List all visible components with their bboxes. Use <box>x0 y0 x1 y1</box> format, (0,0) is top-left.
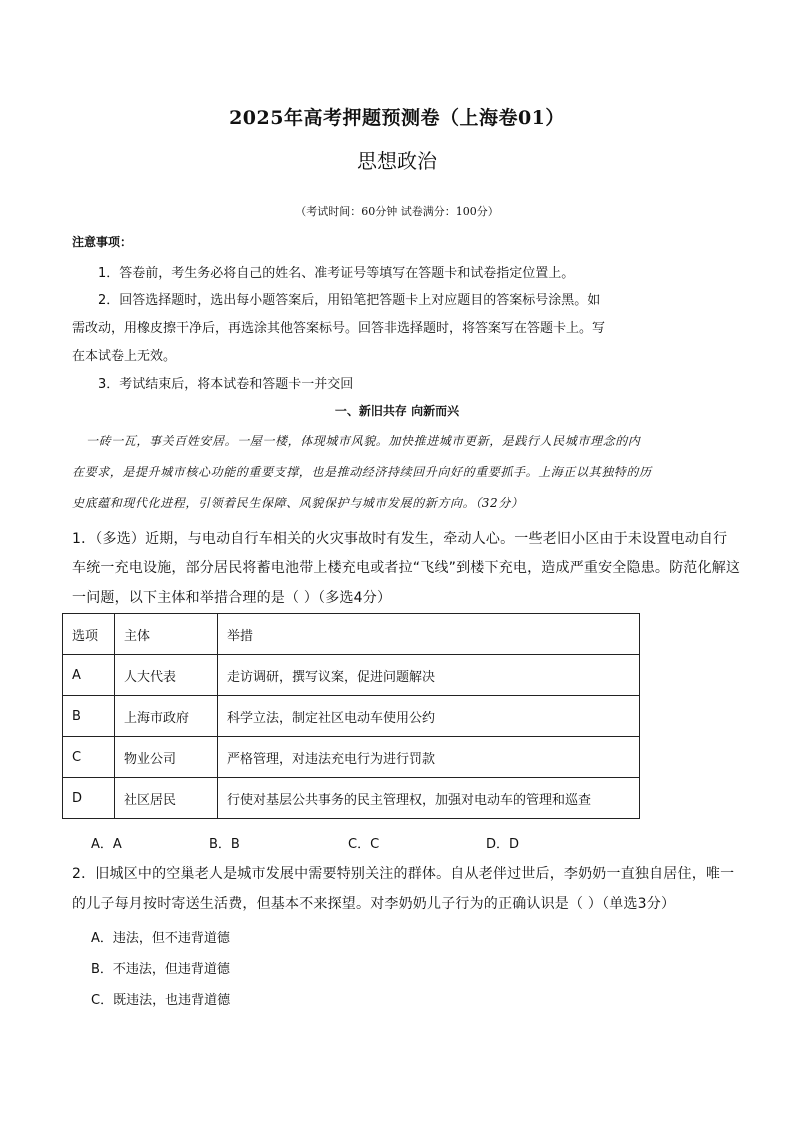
q1-choice-d[interactable]: D．D <box>486 837 520 852</box>
question-1-line-3: 一问题，以下主体和举措合理的是（ ）（多选4分） <box>72 590 392 606</box>
table-cell: 人大代表 <box>115 655 218 696</box>
notice-line-5: 3．考试结束后，将本试卷和答题卡一并交回 <box>98 377 354 392</box>
q2-choice-a[interactable]: A．违法，但不违背道德 <box>91 931 230 946</box>
table-header-cell: 举措 <box>218 614 640 655</box>
question-1-line-2: 车统一充电设施，部分居民将蓄电池带上楼充电或者拉“飞线”到楼下充电，造成严重安全隐患。防范化解这 <box>72 560 741 576</box>
exam-title: 2025年高考押题预测卷（上海卷01） <box>229 107 565 129</box>
table-header-cell: 主体 <box>115 614 218 655</box>
question-1-line-1: 1．（多选）近期，与电动自行车相关的火灾事故时有发生，牵动人心。一些老旧小区由于未设置电动自行 <box>72 531 728 547</box>
q1-choice-c[interactable]: C．C <box>348 837 380 852</box>
section-intro-line-3: 史底蕴和现代化进程，引领着民生保障、风貌保护与城市发展的新方向。（32分） <box>72 496 524 510</box>
table-cell: 走访调研，撰写议案，促进问题解决 <box>218 655 640 696</box>
section-heading: 一、新旧共存 向新而兴 <box>334 404 460 418</box>
section-intro-line-1: 一砖一瓦，事关百姓安居。一屋一楼，体现城市风貌。加快推进城市更新，是践行人民城市理念的内 <box>86 434 641 448</box>
table-row <box>63 696 640 737</box>
table-row <box>63 778 640 819</box>
q1-choice-a[interactable]: A．A <box>91 837 122 852</box>
q2-choice-b[interactable]: B．不违法，但违背道德 <box>91 962 230 977</box>
notice-line-4: 在本试卷上无效。 <box>72 349 177 364</box>
options-table <box>62 613 640 819</box>
table-cell: D <box>63 778 115 819</box>
exam-meta: （考试时间：60分钟 试卷满分：100分） <box>295 205 499 218</box>
table-cell: B <box>63 696 115 737</box>
notice-line-3: 需改动，用橡皮擦干净后，再选涂其他答案标号。回答非选择题时，将答案写在答题卡上。写 <box>72 321 606 336</box>
question-2-line-2: 的儿子每月按时寄送生活费，但基本不来探望。对李奶奶儿子行为的正确认识是（ ）（单选3分） <box>72 896 676 912</box>
table-row <box>63 655 640 696</box>
table-cell: 上海市政府 <box>115 696 218 737</box>
exam-subject: 思想政治 <box>357 149 437 173</box>
table-cell: A <box>63 655 115 696</box>
table-header-row <box>63 614 640 655</box>
table-row <box>63 737 640 778</box>
question-2-line-1: 2．旧城区中的空巢老人是城市发展中需要特别关注的群体。自从老伴过世后，李奶奶一直独自居住，唯一 <box>72 866 735 882</box>
table-header-cell: 选项 <box>63 614 115 655</box>
table-cell: 严格管理，对违法充电行为进行罚款 <box>218 737 640 778</box>
table-cell: 物业公司 <box>115 737 218 778</box>
table-cell: C <box>63 737 115 778</box>
table-cell: 社区居民 <box>115 778 218 819</box>
table-cell: 行使对基层公共事务的民主管理权，加强对电动车的管理和巡查 <box>218 778 640 819</box>
notice-heading: 注意事项： <box>72 235 133 249</box>
table-cell: 科学立法，制定社区电动车使用公约 <box>218 696 640 737</box>
q2-choice-c[interactable]: C．既违法，也违背道德 <box>91 993 231 1008</box>
q1-choice-b[interactable]: B．B <box>209 837 240 852</box>
notice-line-2: 2．回答选择题时，选出每小题答案后，用铅笔把答题卡上对应题目的答案标号涂黑。如 <box>98 293 601 308</box>
section-intro-line-2: 在要求，是提升城市核心功能的重要支撑，也是推动经济持续回升向好的重要抓手。上海正以其独特的历 <box>72 465 652 479</box>
notice-line-1: 1．答卷前，考生务必将自己的姓名、准考证号等填写在答题卡和试卷指定位置上。 <box>98 266 575 281</box>
